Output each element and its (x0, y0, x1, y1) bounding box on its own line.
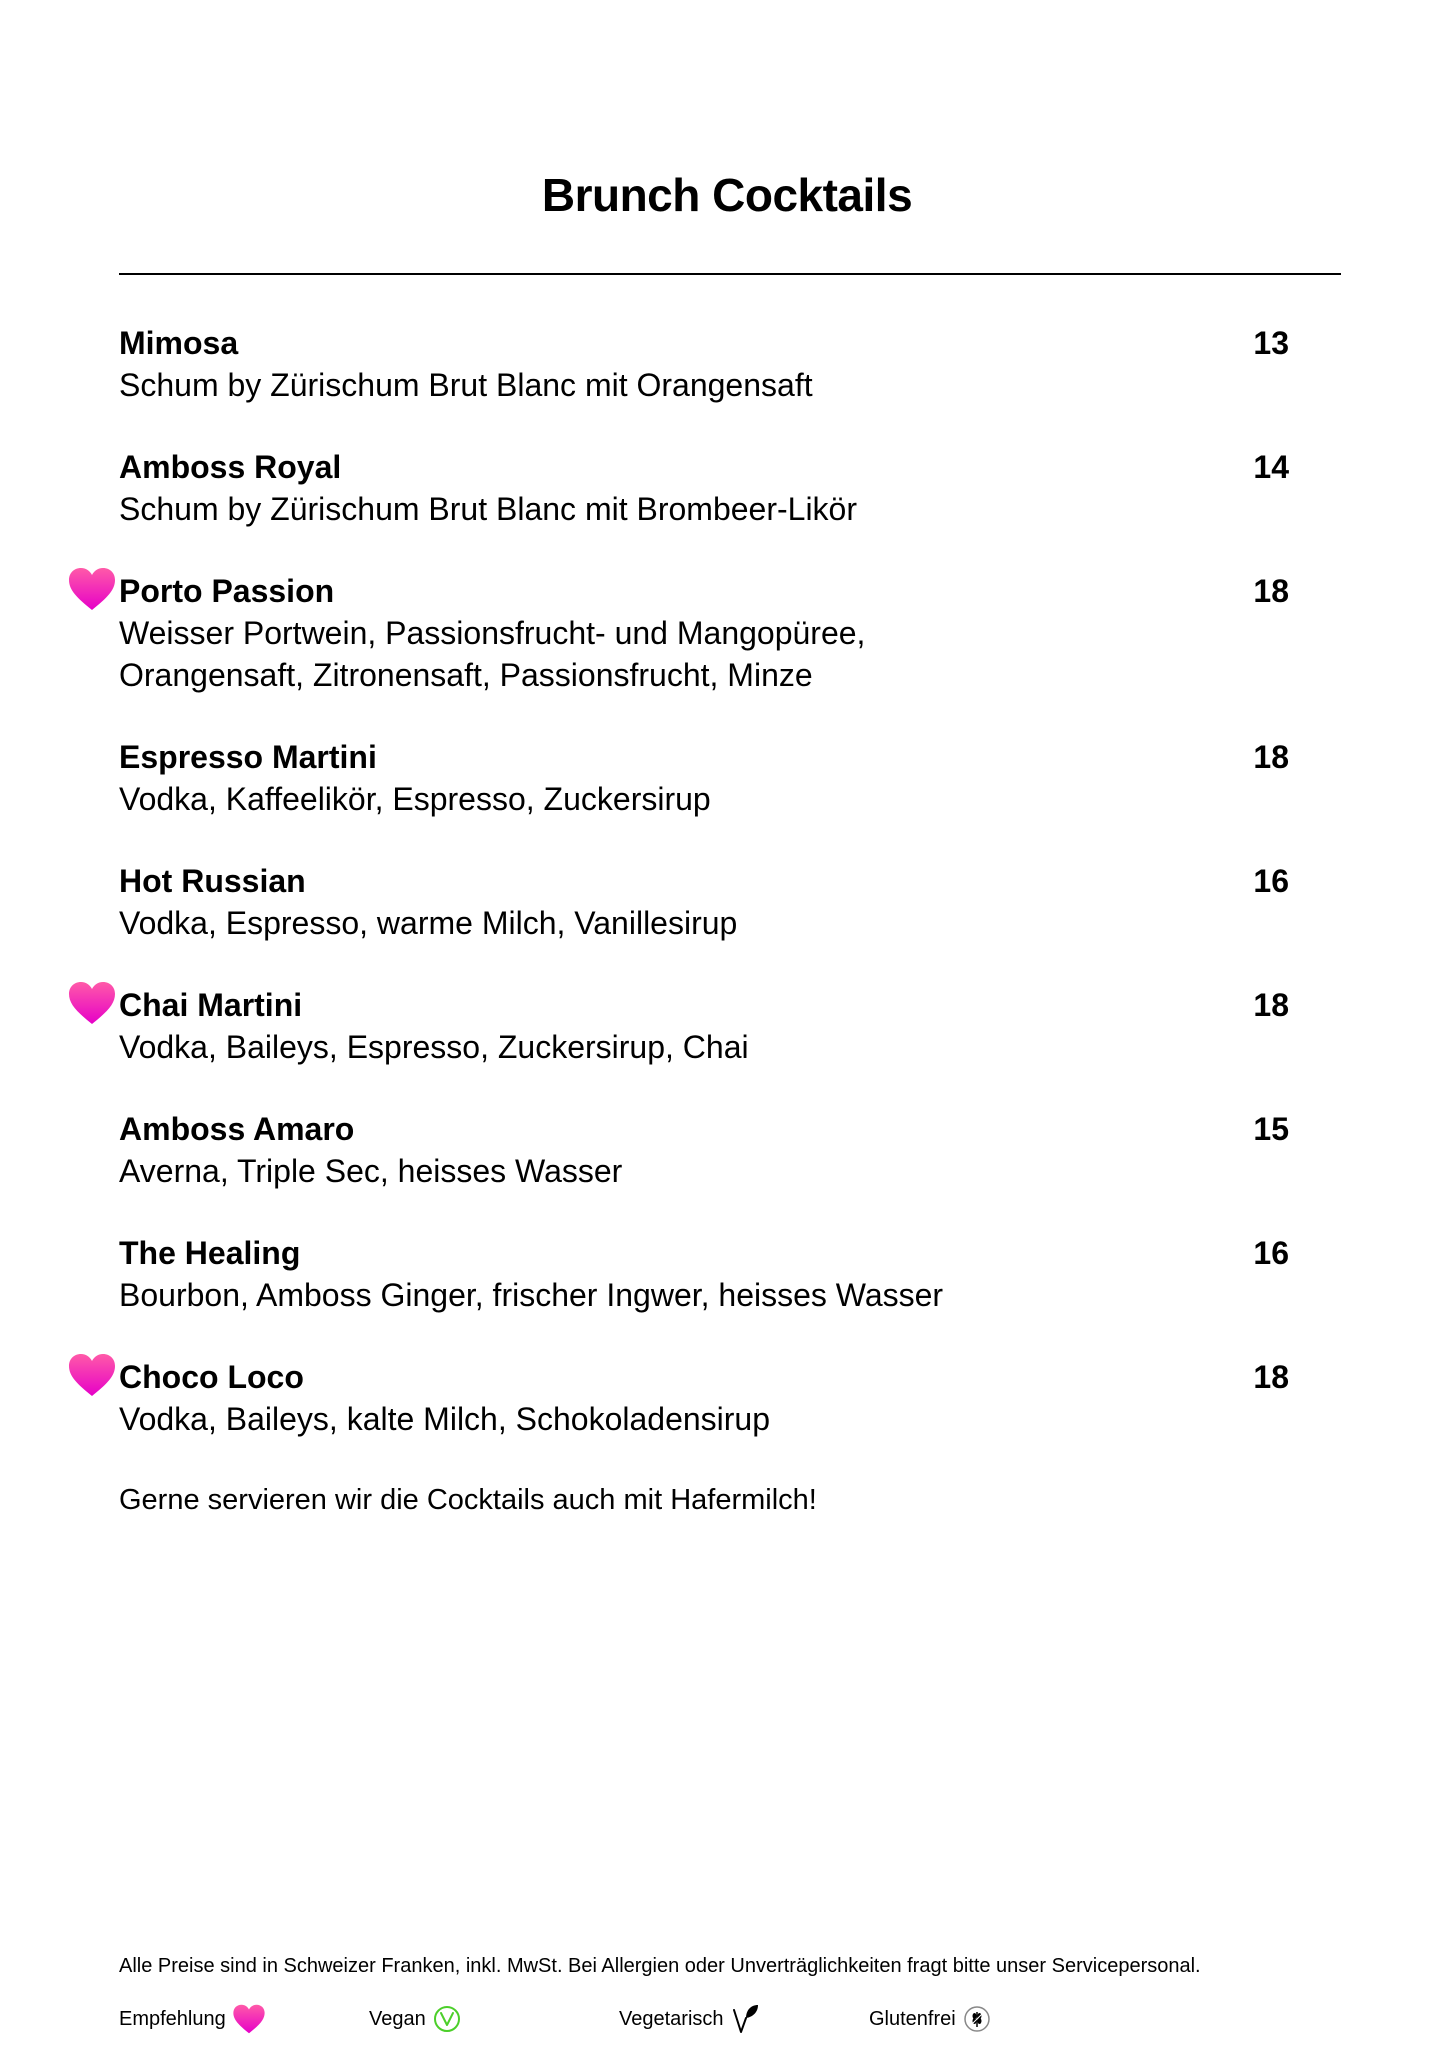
menu-item (119, 736, 1289, 820)
cocktail-list (119, 322, 1289, 1520)
menu-item (119, 860, 1289, 944)
item-price: 16 (1253, 863, 1289, 899)
item-name: Porto Passion (119, 573, 335, 609)
item-description: Weisser Portwein, Passionsfrucht- und Mangopüree, Orangensaft, Zitronensaft, Passionsfrucht, Minze (119, 615, 866, 693)
legend-label: Empfehlung (119, 2007, 226, 2030)
menu-item (119, 984, 1289, 1068)
item-price: 18 (1253, 573, 1289, 609)
legend-label: Vegan (369, 2007, 426, 2030)
item-description: Vodka, Baileys, Espresso, Zuckersirup, Chai (119, 1029, 749, 1065)
wheat-icon (962, 2004, 992, 2034)
item-name: Mimosa (119, 325, 239, 361)
item-description: Bourbon, Amboss Ginger, frischer Ingwer, heisses Wasser (119, 1277, 944, 1313)
legend-label: Vegetarisch (619, 2007, 724, 2030)
item-description: Vodka, Espresso, warme Milch, Vanillesirup (119, 905, 738, 941)
oat-milk-note: Gerne servieren wir die Cocktails auch mit Hafermilch! (119, 1484, 817, 1516)
menu-item (119, 446, 1289, 530)
menu-item (119, 1356, 1289, 1440)
menu-item (119, 570, 1289, 696)
legend-vegetarian (619, 2001, 760, 2037)
item-name: Choco Loco (119, 1359, 304, 1395)
item-description: Vodka, Baileys, kalte Milch, Schokoladensirup (119, 1401, 771, 1437)
legend-label: Glutenfrei (869, 2007, 956, 2030)
menu-item (119, 322, 1289, 406)
page-title: Brunch Cocktails (541, 169, 913, 221)
legend-vegan (369, 2001, 462, 2037)
heart-icon (67, 980, 117, 1026)
item-description: Schum by Zürischum Brut Blanc mit Brombeer-Likör (119, 491, 857, 527)
item-price: 18 (1253, 987, 1289, 1023)
legend-gluten-free (869, 2001, 992, 2037)
item-name: Chai Martini (119, 987, 303, 1023)
item-description: Vodka, Kaffeelikör, Espresso, Zuckersirup (119, 781, 711, 817)
heart-icon (232, 2003, 266, 2035)
item-name: The Healing (119, 1235, 301, 1271)
item-price: 18 (1253, 1359, 1289, 1395)
menu-item (119, 1108, 1289, 1192)
heart-icon (67, 1352, 117, 1398)
item-price: 14 (1253, 449, 1289, 485)
leaf-icon (730, 2002, 760, 2036)
item-price: 13 (1253, 325, 1289, 361)
price-disclaimer: Alle Preise sind in Schweizer Franken, inkl. MwSt. Bei Allergien oder Unverträglichkeiten fragt bitte unser Servicepersonal. (119, 1955, 1201, 1977)
item-price: 18 (1253, 739, 1289, 775)
heart-icon (67, 566, 117, 612)
item-name: Amboss Amaro (119, 1111, 355, 1147)
vegan-icon (432, 2004, 462, 2034)
item-price: 15 (1253, 1111, 1289, 1147)
item-description: Averna, Triple Sec, heisses Wasser (119, 1153, 623, 1189)
item-description: Schum by Zürischum Brut Blanc mit Orangensaft (119, 367, 813, 403)
item-name: Hot Russian (119, 863, 306, 899)
item-name: Espresso Martini (119, 739, 377, 775)
item-name: Amboss Royal (119, 449, 342, 485)
title-divider (119, 273, 1341, 275)
legend (119, 2001, 1339, 2041)
item-price: 16 (1253, 1235, 1289, 1271)
menu-item (119, 1232, 1289, 1316)
legend-recommendation (119, 2001, 266, 2037)
